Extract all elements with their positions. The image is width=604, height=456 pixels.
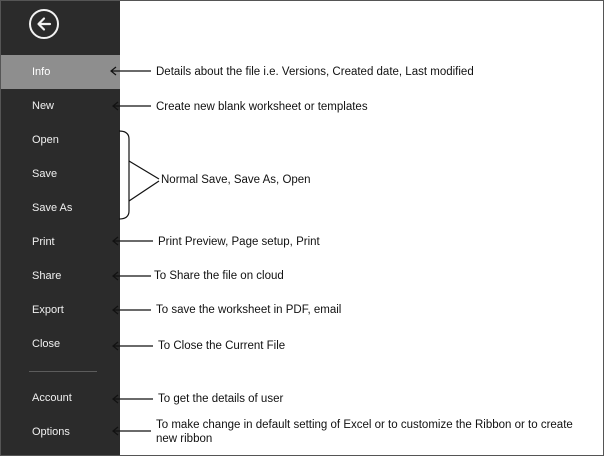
nav-item-new[interactable]: New <box>32 100 55 112</box>
nav-item-save[interactable]: Save <box>32 168 58 180</box>
annotation-options: To make change in default setting of Excel or to customize the Ribbon or to create new ribbon <box>156 419 573 445</box>
annotation-close: To Close the Current File <box>158 340 286 352</box>
nav-item-options[interactable]: Options <box>32 426 70 438</box>
annotation-account: To get the details of user <box>158 393 284 405</box>
annotation-open-save: Normal Save, Save As, Open <box>161 174 311 186</box>
nav-item-save-as[interactable]: Save As <box>32 202 73 214</box>
nav-item-print[interactable]: Print <box>32 236 55 248</box>
connector-save-as <box>129 181 159 201</box>
annotation-export: To save the worksheet in PDF, email <box>156 304 342 316</box>
connector-open <box>129 161 159 179</box>
annotation-info: Details about the file i.e. Versions, Created date, Last modified <box>156 66 474 78</box>
nav-item-share[interactable]: Share <box>32 270 62 282</box>
nav-item-account[interactable]: Account <box>32 392 72 404</box>
nav-item-close[interactable]: Close <box>32 338 61 350</box>
bracket-open-save <box>119 131 129 219</box>
annotation-print: Print Preview, Page setup, Print <box>158 236 320 248</box>
annotation-share: To Share the file on cloud <box>154 270 284 282</box>
nav-item-open[interactable]: Open <box>32 134 59 146</box>
nav-item-export[interactable]: Export <box>32 304 64 316</box>
annotation-new: Create new blank worksheet or templates <box>156 101 368 113</box>
nav-item-info[interactable]: Info <box>1 55 120 89</box>
